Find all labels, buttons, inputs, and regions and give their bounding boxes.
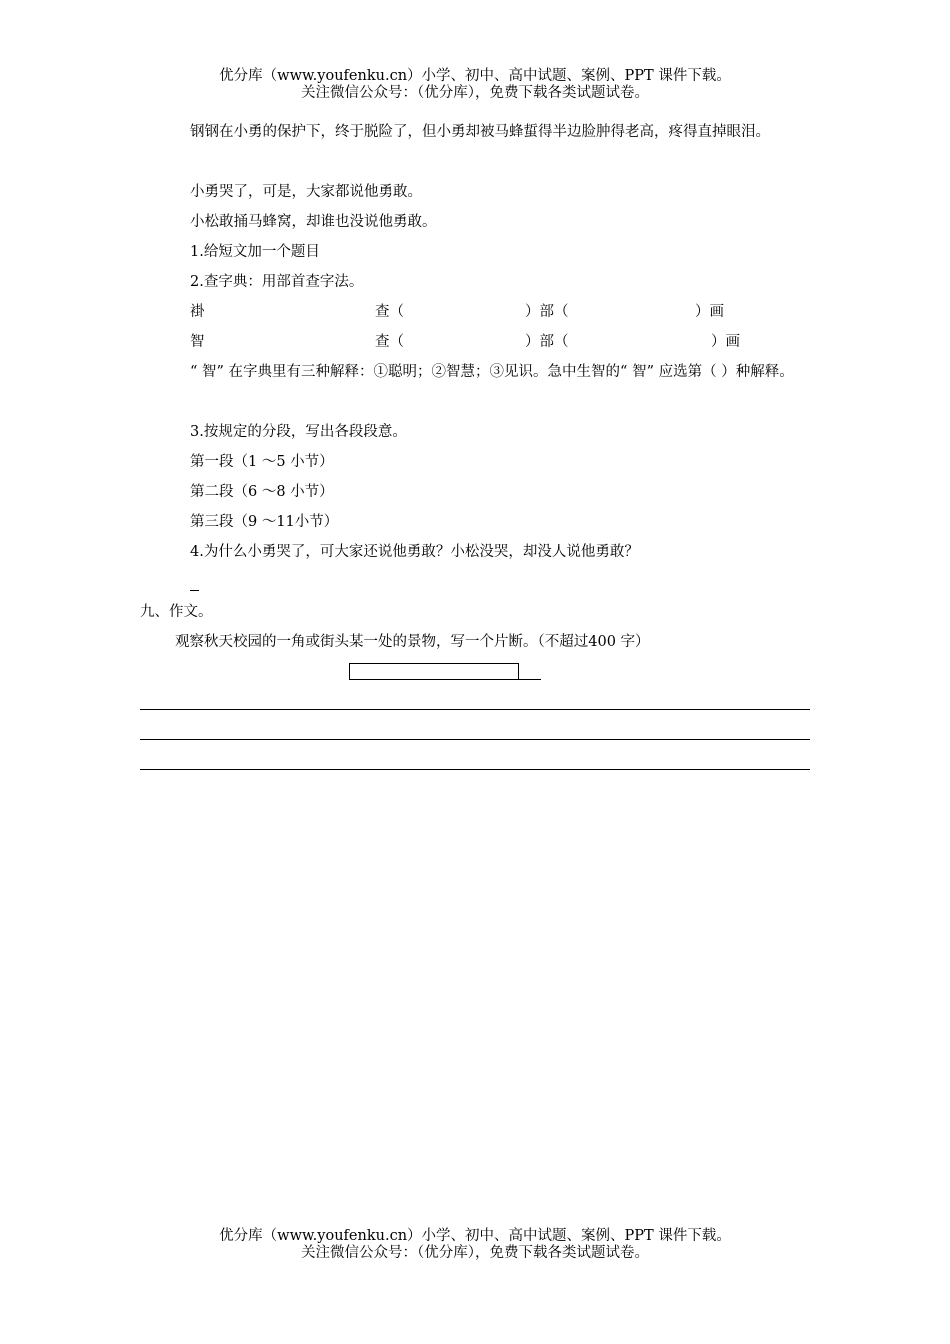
question-3: 3.按规定的分段，写出各段段意。 <box>190 424 407 440</box>
story-paragraph-1: 钢钢在小勇的保护下，终于脱险了，但小勇却被马蜂蜇得半边脸肿得老高，疼得直掉眼泪。 <box>190 124 770 140</box>
header-line-2: 关注微信公众号：（优分库），免费下载各类试题试卷。 <box>301 85 649 101</box>
lookup-char: 智 <box>190 334 205 350</box>
footer-line-1: 优分库（www.youfenku.cn）小学、初中、高中试题、案例、PPT 课件下载。 <box>219 1228 731 1244</box>
segment-2: 第二段（6 ～8 小节） <box>190 484 334 500</box>
header-line-1: 优分库（www.youfenku.cn）小学、初中、高中试题、案例、PPT 课件下载。 <box>219 68 731 84</box>
writing-line[interactable] <box>140 709 810 710</box>
story-paragraph-2: 小勇哭了，可是，大家都说他勇敢。 <box>190 184 422 200</box>
question-1: 1.给短文加一个题目 <box>190 244 320 260</box>
segment-1: 第一段（1 ～5 小节） <box>190 454 334 470</box>
writing-line[interactable] <box>140 739 810 740</box>
page-header <box>0 68 950 102</box>
composition-prompt: 观察秋天校园的一角或街头某一处的景物，写一个片断。（不超过400 字） <box>175 634 650 650</box>
lookup-hua-label: ）画 <box>695 304 724 320</box>
footer-line-2: 关注微信公众号：（优分库），免费下载各类试题试卷。 <box>301 1245 649 1261</box>
question-2-note: “ 智” 在字典里有三种解释：①聪明；②智慧；③见识。急中生智的“ 智” 应选第（ ）种解释。 <box>190 364 794 380</box>
writing-line[interactable] <box>140 769 810 770</box>
lookup-cha-label: 查（ <box>375 334 404 350</box>
lookup-bu-label: ）部（ <box>525 334 569 350</box>
segment-3: 第三段（9 ～11小节） <box>190 514 339 530</box>
composition-title-box[interactable] <box>349 663 519 680</box>
story-paragraph-3: 小松敢捅马蜂窝，却谁也没说他勇敢。 <box>190 214 437 230</box>
lookup-hua-label: ）画 <box>711 334 740 350</box>
composition-title: 九、作文。 <box>140 604 213 620</box>
lookup-bu-label: ）部（ <box>525 304 569 320</box>
composition-title-underline <box>518 679 541 680</box>
question-4: 4.为什么小勇哭了，可大家还说他勇敢？小松没哭，却没人说他勇敢？ <box>190 544 639 560</box>
page-footer <box>0 1228 950 1262</box>
answer-blank-mark <box>190 590 199 591</box>
lookup-char: 褂 <box>190 304 205 320</box>
lookup-cha-label: 查（ <box>375 304 404 320</box>
question-2: 2.查字典：用部首查字法。 <box>190 274 364 290</box>
